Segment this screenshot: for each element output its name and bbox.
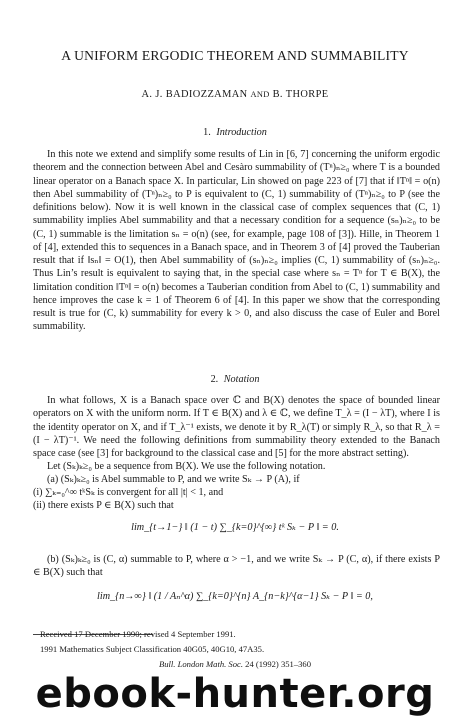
journal-reference [0, 659, 470, 669]
paper-title: A UNIFORM ERGODIC THEOREM AND SUMMABILITY [61, 48, 409, 63]
definition-abel-condition-ii: (ii) there exists P ∈ B(X) such that [33, 500, 174, 511]
section-number: 2. [210, 374, 219, 385]
msc-classification-note: 1991 Mathematics Subject Classification 40G05, 40G10, 47A35. [40, 644, 265, 654]
introduction-paragraph: In this note we extend and simplify some results of Lin in [6, 7] concerning the uniform ergodic theorem and the connection between Abel and Cesàro summability of (Tⁿ)ₙ≥₀ where T is a bounded linear operator on a Banach space X. In particular, Lin showed on page 223 of [7] that if ‖Tⁿ‖ = o(n) then Abel summability of (Tⁿ)ₙ≥₀ to P is equivalent to (C, 1) summability of (Tⁿ)ₙ≥₀ to P (see the definitions below). Now it is well known in the classical case of complex sequences that (C, 1) summability implies Abel summability and that a necessary condition for a sequence (sₙ)ₙ≥₀ to be (C, 1) summable is the limitation sₙ = o(n) (see, for example, page 108 of [3]). Hille, in Theorem 1 of [4], extended this to sequences in a Banach space, and in Theorem 3 of [4] proved the Tauberian result that if ‖sₙ‖ = O(1), then Abel summability of (sₙ)ₙ≥₀ implies (C, 1) summability of (sₙ)ₙ≥₀. Thus Lin’s result is equivalent to saying that, in the special case where sₙ = Tⁿ for T ∈ B(X), the limitation condition ‖Tⁿ‖ = o(n) becomes a Tauberian condition from Abel to (C, 1) summability and hence improves the case k = 1 of Theorem 6 of [4]. In this paper we show that the corresponding result is true for (C, k) summability for every k > 0, and also discuss the case of Euler and Borel summability. [33, 149, 440, 333]
section-heading-notation [0, 374, 470, 385]
equation-abel-limit: lim_{t→1−} ‖ (1 − t) ∑_{k=0}^{∞} tᵏ Sₖ − P ‖ = 0. [131, 522, 339, 533]
author-connector: AND [250, 90, 270, 99]
section-name: Notation [223, 374, 260, 385]
notation-paragraph: In what follows, X is a Banach space over ℂ and B(X) denotes the space of bounded linear operators on X with the uniform norm. If T ∈ B(X) and λ ∈ ℂ, we define T_λ = (I − λT), where I is the identity operator on X, and if T_λ⁻¹ exists, we denote it by R_λ(T) or simply R_λ, so that R_λ = (I − λT)⁻¹. We need the following definitions from summability theory extended to the Banach space case (see [3] for background to the classical case and [5] for the more abstract setting). [33, 395, 440, 459]
definition-abel-condition-i: (i) ∑ₖ₌₀^∞ tᵏSₖ is convergent for all |t| < 1, and [33, 487, 224, 498]
site-watermark: ebook-hunter.org [35, 671, 435, 717]
definition-cesaro: (b) (Sₖ)ₖ≥₀ is (C, α) summable to P, where α > −1, and we write Sₖ → P (C, α), if there exists P ∈ B(X) such that [33, 554, 440, 579]
notation-sequence-paragraph: Let (Sₖ)ₖ≥₀ be a sequence from B(X). We use the following notation. [47, 461, 326, 472]
equation-cesaro-limit: lim_{n→∞} ‖ (1 / Aₙ^α) ∑_{k=0}^{n} A_{n−k}^{α−1} Sₖ − P ‖ = 0, [97, 591, 373, 602]
author-line [0, 89, 470, 100]
section-heading-introduction [0, 127, 470, 138]
journal-name: Bull. London Math. Soc. [158, 659, 243, 669]
section-name: Introduction [216, 127, 267, 138]
author-first: A. J. BADIOZZAMAN [141, 89, 248, 100]
received-date-note: Received 17 December 1990; revised 4 September 1991. [40, 629, 236, 639]
journal-volume-pages: 24 (1992) 351–360 [245, 659, 312, 669]
definition-abel: (a) (Sₖ)ₖ≥₀ is Abel summable to P, and we write Sₖ → P (A), if [47, 474, 300, 485]
author-second: B. THORPE [272, 89, 329, 100]
section-number: 1. [203, 127, 211, 138]
